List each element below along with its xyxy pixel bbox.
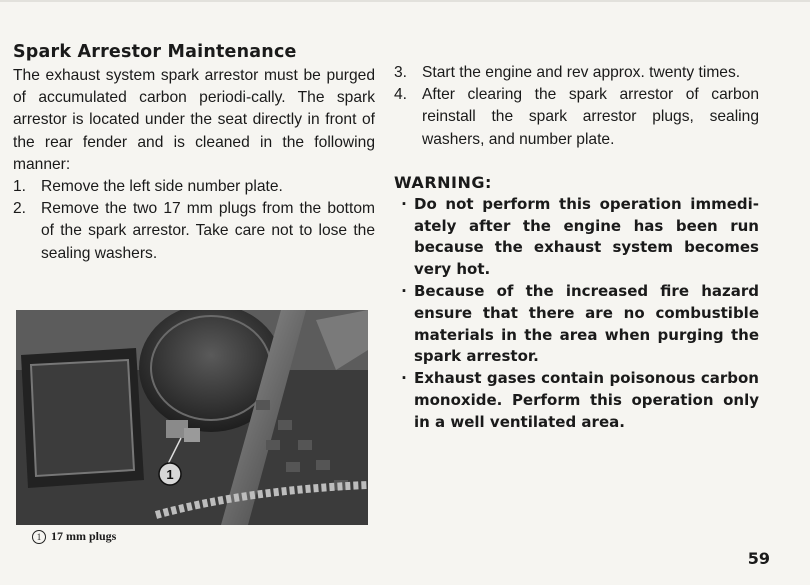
steps-list-right xyxy=(394,62,759,151)
step-number: 1. xyxy=(13,178,27,196)
right-column xyxy=(394,62,759,434)
caption-marker: 1 xyxy=(32,530,46,544)
warning-heading: WARNING: xyxy=(394,172,492,192)
section-title: Spark Arrestor Maintenance xyxy=(13,42,297,62)
spark-arrestor-photo xyxy=(16,310,368,525)
photo-callout-number: 1 xyxy=(166,467,174,482)
intro-paragraph: The exhaust system spark arrestor must be purged of accumulated carbon periodi-cally. The spark arrestor is located under the seat directly in front of the rear fender and is cleaned in the following manner: xyxy=(13,67,375,173)
photo-caption xyxy=(32,529,116,544)
step-number: 2. xyxy=(13,200,27,218)
step-item xyxy=(394,62,759,84)
step-item xyxy=(13,198,375,265)
step-number: 4. xyxy=(394,86,408,104)
warning-item xyxy=(394,281,759,368)
warning-text: Exhaust gases contain poisonous carbon monoxide. Perform this operation only in a well ventilated area. xyxy=(414,369,759,431)
bullet-icon: · xyxy=(401,194,407,213)
warnings-list xyxy=(394,194,759,434)
bullet-icon: · xyxy=(401,369,407,388)
warning-item xyxy=(394,194,759,281)
bullet-icon: · xyxy=(401,282,407,300)
step-item xyxy=(13,176,375,198)
step-text: After clearing the spark arrestor of carbon reinstall the spark arrestor plugs, sealing washers, and number plate. xyxy=(422,86,759,148)
left-column xyxy=(13,42,375,265)
step-text: Remove the two 17 mm plugs from the bottom of the spark arrestor. Take care not to lose the sealing washers. xyxy=(41,200,375,262)
step-item xyxy=(394,84,759,151)
steps-list-left xyxy=(13,176,375,265)
warning-item xyxy=(394,368,759,433)
step-text: Start the engine and rev approx. twenty times. xyxy=(422,64,741,81)
step-text: Remove the left side number plate. xyxy=(41,178,283,196)
page-number: 59 xyxy=(747,549,770,568)
page-top-edge xyxy=(0,0,810,2)
caption-text: 17 mm plugs xyxy=(51,529,117,543)
warning-text: Because of the increased fire hazard ensure that there are no combustible materials in the area when purging the spark arrestor. xyxy=(414,282,759,366)
step-number: 3. xyxy=(394,64,408,81)
warning-text: Do not perform this operation immedi-ately after the engine has been run because the exhaust system becomes very hot. xyxy=(414,194,759,279)
